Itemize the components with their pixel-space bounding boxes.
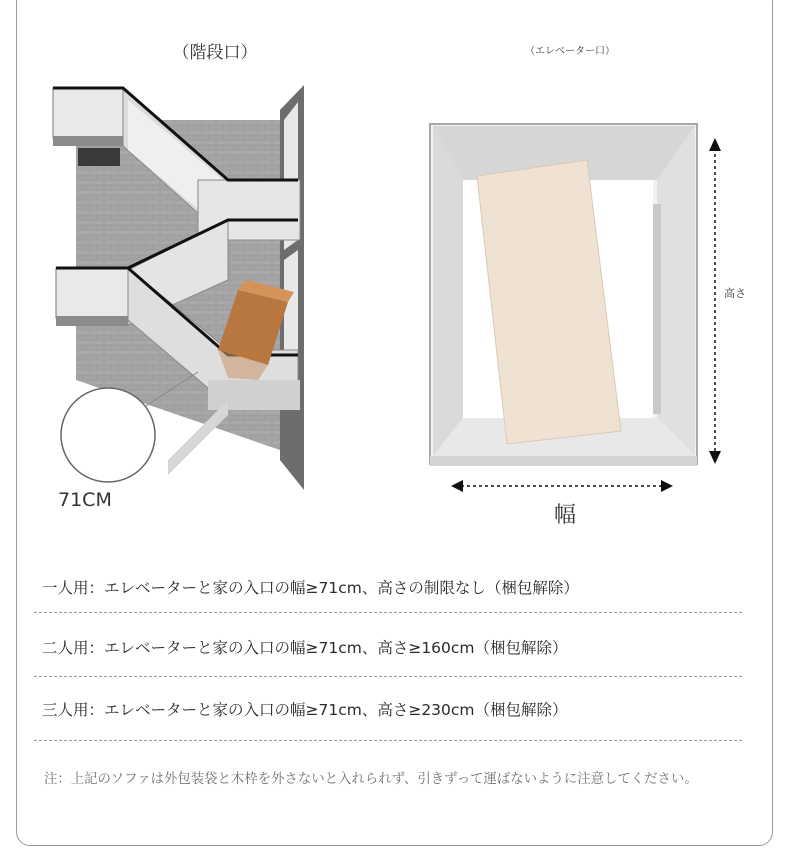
divider	[34, 676, 742, 677]
arrow-up-icon	[709, 138, 721, 151]
divider	[34, 612, 742, 613]
spec-three-seater: 三人用：エレベーターと家の入口の幅≥71cm、高さ≥230cm（梱包解除）	[42, 701, 568, 719]
elevator-illustration	[425, 118, 730, 498]
height-label: 高さ	[724, 287, 746, 300]
magnifier-icon	[61, 388, 155, 482]
arrow-left-icon	[451, 480, 463, 492]
stair-width-label: 71CM	[58, 489, 112, 511]
stair-diagram-title: （階段口）	[172, 43, 258, 63]
top-landing	[53, 88, 123, 138]
divider	[34, 740, 742, 741]
caution-note: 注：上記のソファは外包装袋と木枠を外さないと入れられず、引きずって運ばないように注意してください。	[44, 772, 698, 787]
elevator-diagram-title: （エレベーター口）	[525, 46, 615, 57]
width-label: 幅	[553, 503, 576, 528]
spec-two-seater: 二人用：エレベーターと家の入口の幅≥71cm、高さ≥160cm（梱包解除）	[42, 639, 568, 657]
stair-illustration	[48, 80, 310, 495]
spec-one-seater: 一人用：エレベーターと家の入口の幅≥71cm、高さの制限なし（梱包解除）	[42, 579, 579, 597]
arrow-right-icon	[661, 480, 673, 492]
arrow-down-icon	[709, 451, 721, 464]
